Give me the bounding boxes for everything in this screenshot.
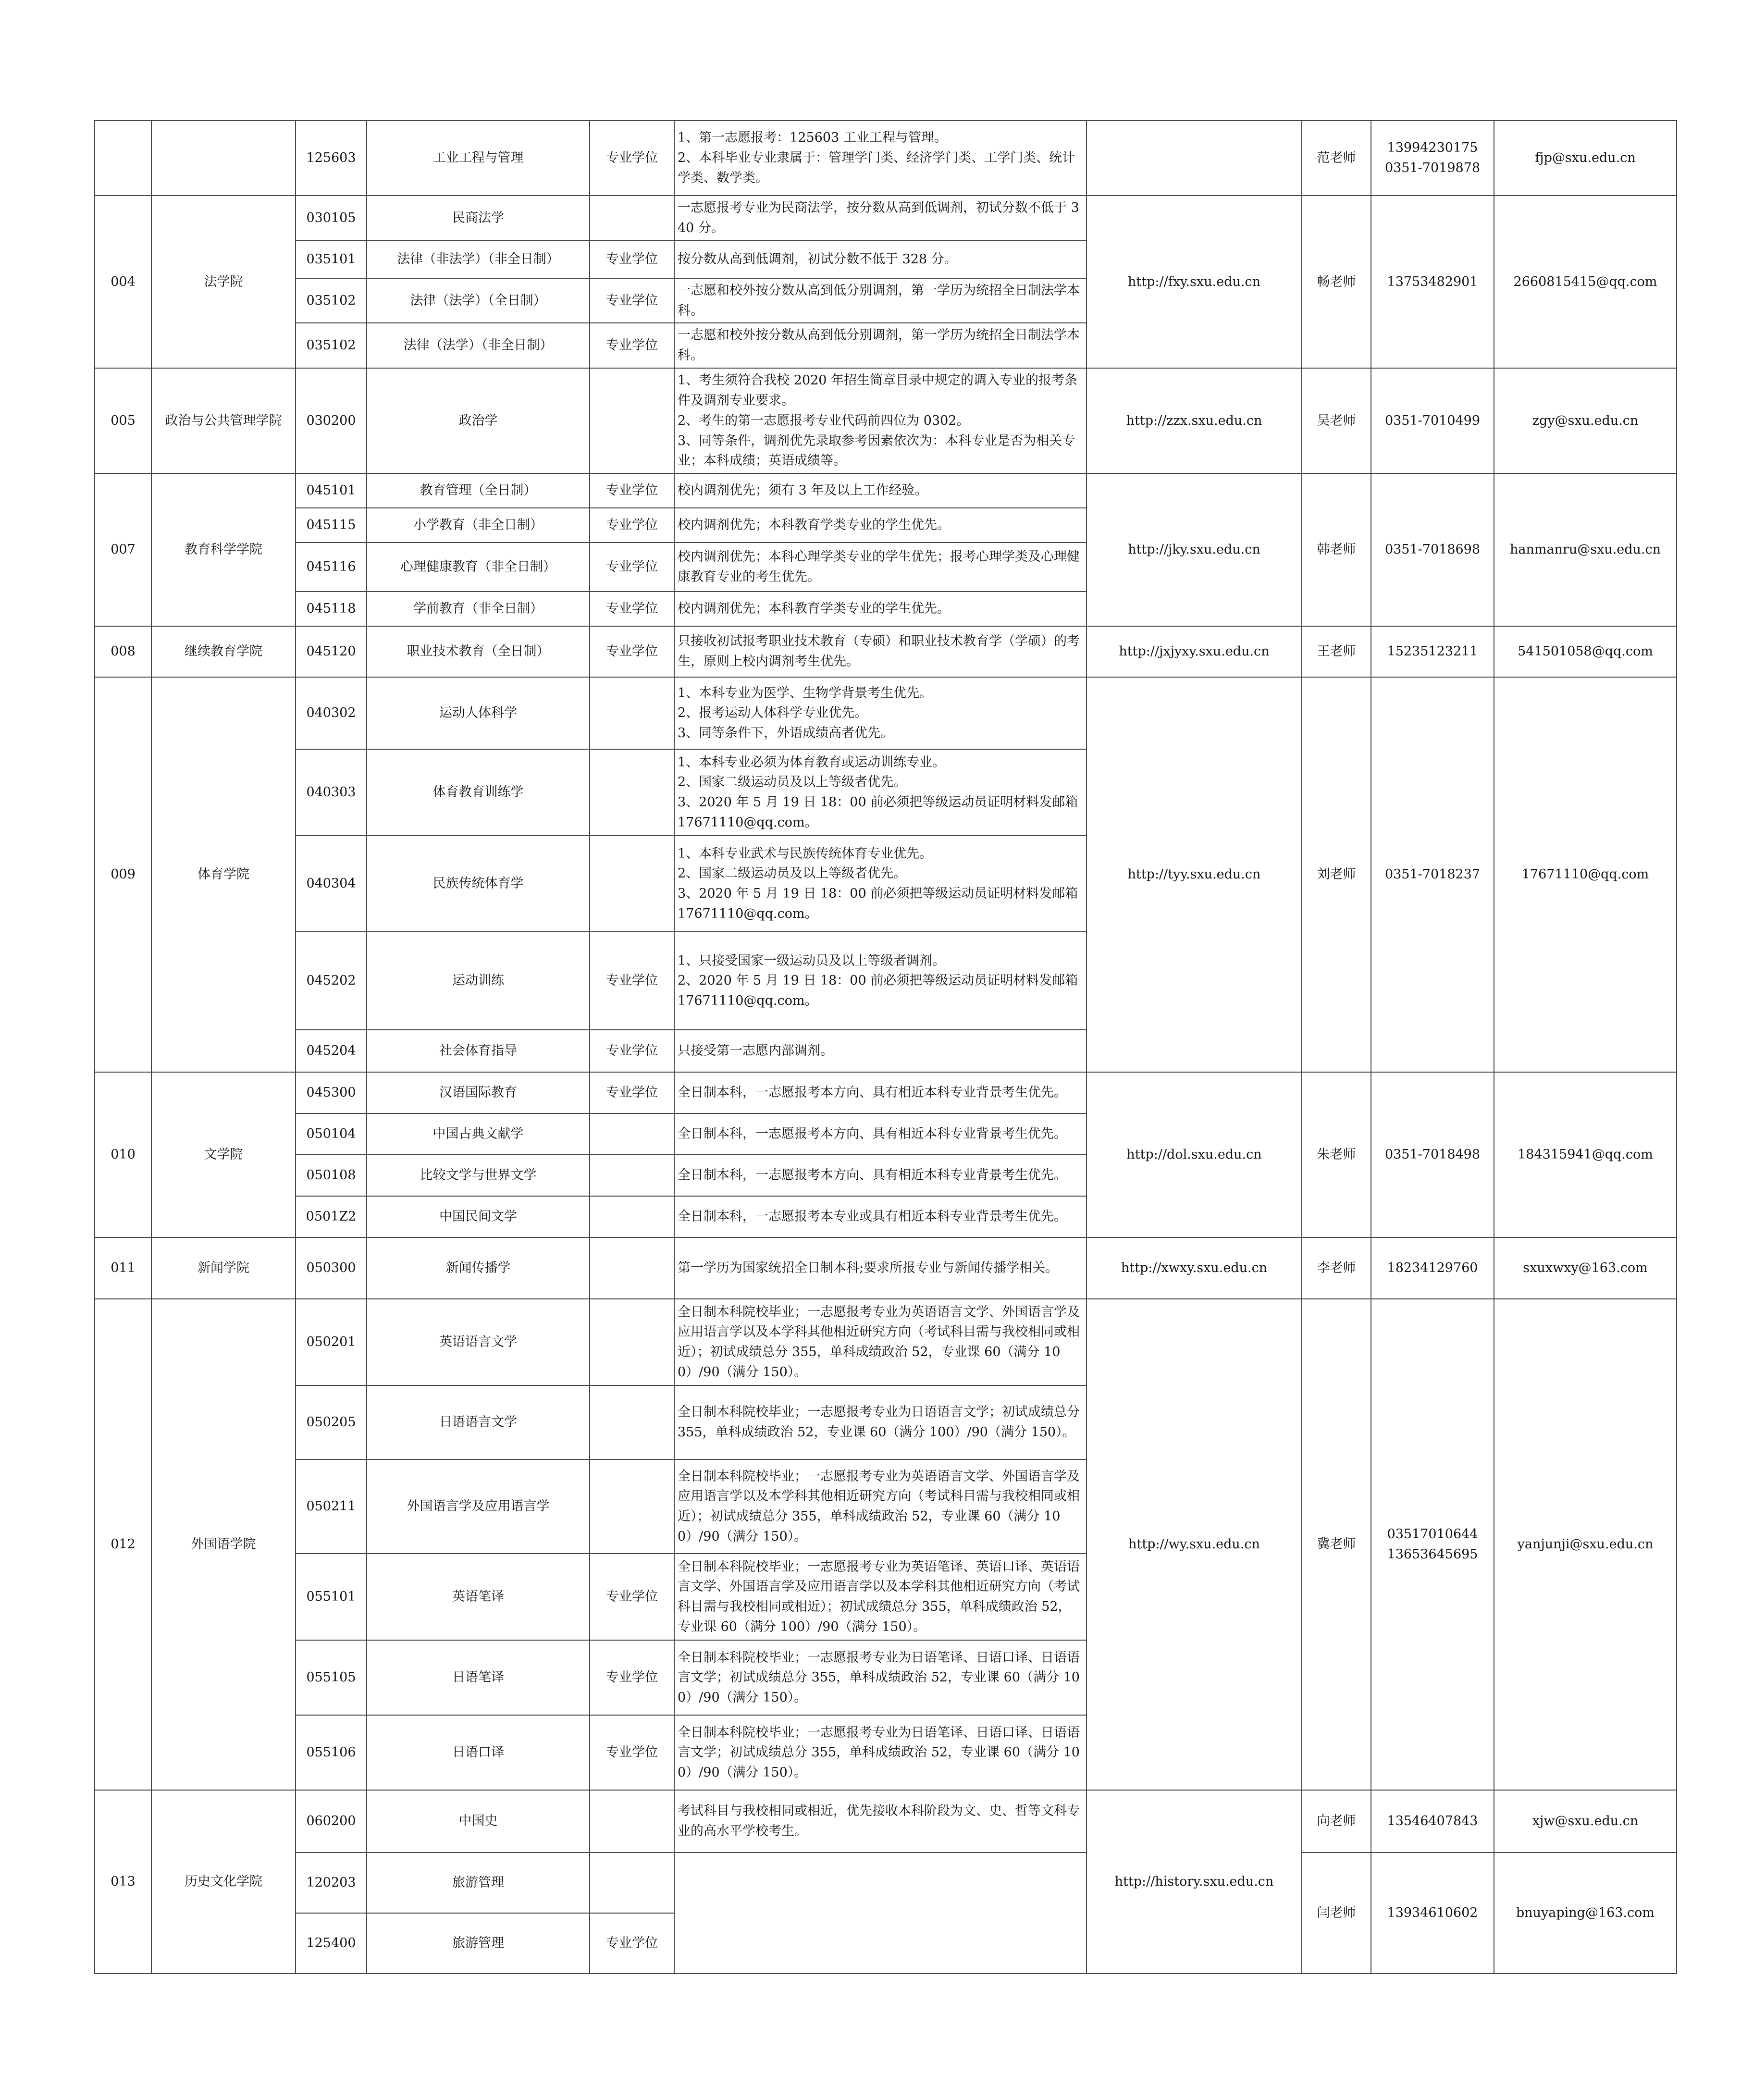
contact-teacher-cell: 王老师 bbox=[1302, 626, 1371, 677]
major-name-cell: 职业技术教育（全日制） bbox=[367, 626, 590, 677]
major-code-cell: 050205 bbox=[296, 1385, 367, 1459]
note-line: 3、2020 年 5 月 19 日 18：00 前必须把等级运动员证明材料发邮箱 17671110@qq.com。 bbox=[678, 886, 1078, 922]
note-line: 全日制本科，一志愿报考本方向、具有相近本科专业背景考生优先。 bbox=[678, 1168, 1067, 1183]
table-row bbox=[95, 626, 1677, 677]
major-code-cell: 040304 bbox=[296, 836, 367, 932]
website-cell: http://xwxy.sxu.edu.cn bbox=[1087, 1237, 1302, 1299]
note-line: 全日制本科院校毕业；一志愿报考专业为日语语言文学；初试成绩总分 355，单科成绩政治 52，专业课 60（满分 100）/90（满分 150）。 bbox=[678, 1405, 1080, 1440]
major-code-cell: 030105 bbox=[296, 196, 367, 241]
major-code-cell: 045202 bbox=[296, 932, 367, 1030]
note-line: 1、第一志愿报考：125603 工业工程与管理。 bbox=[678, 130, 947, 146]
adjustment-note-cell bbox=[674, 1790, 1087, 1853]
major-code-cell: 125400 bbox=[296, 1913, 367, 1974]
note-line: 一志愿报考专业为民商法学，按分数从高到低调剂，初试分数不低于 340 分。 bbox=[678, 200, 1079, 235]
website-cell: http://wy.sxu.edu.cn bbox=[1087, 1299, 1302, 1790]
contact-email-cell: hanmanru@sxu.edu.cn bbox=[1494, 473, 1677, 626]
note-line: 考试科目与我校相同或相近，优先接收本科阶段为文、史、哲等文科专业的高水平学校考生。 bbox=[678, 1804, 1080, 1839]
contact-email-cell: yanjunji@sxu.edu.cn bbox=[1494, 1299, 1677, 1790]
contact-phone-cell bbox=[1371, 677, 1494, 1072]
contact-teacher-cell: 范老师 bbox=[1302, 121, 1371, 196]
contact-teacher-cell: 吴老师 bbox=[1302, 368, 1371, 473]
major-code-cell: 050201 bbox=[296, 1299, 367, 1385]
adjustment-note-cell bbox=[674, 1237, 1087, 1299]
degree-type-cell: 专业学位 bbox=[590, 1030, 674, 1072]
note-line: 1、只接受国家一级运动员及以上等级者调剂。 bbox=[678, 953, 946, 968]
table-row bbox=[95, 1237, 1677, 1299]
adjustment-note-cell bbox=[674, 1113, 1087, 1155]
contact-phone-cell bbox=[1371, 1299, 1494, 1790]
college-code-cell: 005 bbox=[95, 368, 151, 473]
major-code-cell: 050108 bbox=[296, 1155, 367, 1196]
adjustment-note-cell bbox=[674, 1385, 1087, 1459]
major-name-cell: 外国语言学及应用语言学 bbox=[367, 1459, 590, 1554]
contact-phone-cell bbox=[1371, 1072, 1494, 1237]
phone-number: 15235123211 bbox=[1387, 644, 1478, 659]
college-code-cell: 012 bbox=[95, 1299, 151, 1790]
adjustment-note-cell bbox=[674, 1554, 1087, 1640]
college-name-cell: 体育学院 bbox=[151, 677, 296, 1072]
phone-number: 13653645695 bbox=[1387, 1547, 1478, 1562]
major-code-cell: 040303 bbox=[296, 749, 367, 836]
major-name-cell: 法律（法学）（非全日制） bbox=[367, 323, 590, 368]
adjustment-note-cell bbox=[674, 1196, 1087, 1237]
note-line: 全日制本科，一志愿报考本专业或具有相近本科专业背景考生优先。 bbox=[678, 1209, 1067, 1224]
phone-number: 18234129760 bbox=[1387, 1260, 1478, 1276]
phone-number: 0351-7018498 bbox=[1384, 1147, 1481, 1162]
degree-type-cell bbox=[590, 1459, 674, 1554]
contact-phone-cell bbox=[1371, 196, 1494, 368]
college-name-cell: 外国语学院 bbox=[151, 1299, 296, 1790]
note-line: 2、考生的第一志愿报考专业代码前四位为 0302。 bbox=[678, 413, 970, 428]
note-line: 3、同等条件，调剂优先录取参考因素依次为：本科专业是否为相关专业；本科成绩；英语成绩等。 bbox=[678, 433, 1075, 469]
note-line: 全日制本科院校毕业；一志愿报考专业为英语笔译、英语口译、英语语言文学、外国语言学及应用语言学以及本学科其他相近研究方向（考试科目需与我校相同或相近）；初试成绩总分 355，单科成绩政治 52，专业课 60（满分 100）/90（满分 150）。 bbox=[678, 1559, 1080, 1635]
note-line: 全日制本科院校毕业；一志愿报考专业为英语语言文学、外国语言学及应用语言学以及本学科其他相近研究方向（考试科目需与我校相同或相近）；初试成绩总分 355，单科成绩政治 52，专业课 60（满分 100）/90（满分 150）。 bbox=[678, 1304, 1080, 1380]
major-code-cell: 040302 bbox=[296, 677, 367, 749]
degree-type-cell bbox=[590, 1155, 674, 1196]
major-name-cell: 法律（法学）（全日制） bbox=[367, 278, 590, 323]
adjustment-note-cell bbox=[674, 278, 1087, 323]
note-line: 一志愿和校外按分数从高到低分别调剂，第一学历为统招全日制法学本科。 bbox=[678, 328, 1080, 363]
major-name-cell: 学前教育（非全日制） bbox=[367, 592, 590, 626]
major-name-cell: 运动人体科学 bbox=[367, 677, 590, 749]
adjustment-note-cell bbox=[674, 121, 1087, 196]
adjustment-note-cell bbox=[674, 543, 1087, 592]
college-code-cell: 013 bbox=[95, 1790, 151, 1974]
major-name-cell: 日语笔译 bbox=[367, 1640, 590, 1715]
major-code-cell: 035101 bbox=[296, 241, 367, 278]
adjustment-note-cell bbox=[674, 749, 1087, 836]
degree-type-cell: 专业学位 bbox=[590, 626, 674, 677]
college-name-cell: 教育科学学院 bbox=[151, 473, 296, 626]
contact-teacher-cell: 李老师 bbox=[1302, 1237, 1371, 1299]
degree-type-cell: 专业学位 bbox=[590, 932, 674, 1030]
contact-teacher-cell: 冀老师 bbox=[1302, 1299, 1371, 1790]
major-name-cell: 工业工程与管理 bbox=[367, 121, 590, 196]
degree-type-cell: 专业学位 bbox=[590, 1072, 674, 1113]
phone-number: 0351-7019878 bbox=[1384, 161, 1481, 175]
adjustment-note-cell bbox=[674, 508, 1087, 543]
degree-type-cell: 专业学位 bbox=[590, 1715, 674, 1790]
note-line: 2、2020 年 5 月 19 日 18：00 前必须把等级运动员证明材料发邮箱 17671110@qq.com。 bbox=[678, 973, 1078, 1009]
degree-type-cell bbox=[590, 1853, 674, 1913]
note-line: 2、本科毕业专业隶属于：管理学门类、经济学门类、工学门类、统计学类、数学类。 bbox=[678, 150, 1075, 185]
college-name-cell: 历史文化学院 bbox=[151, 1790, 296, 1974]
adjustment-note-cell bbox=[674, 1640, 1087, 1715]
college-code-cell: 009 bbox=[95, 677, 151, 1072]
major-code-cell: 045115 bbox=[296, 508, 367, 543]
adjustment-note-cell bbox=[674, 1715, 1087, 1790]
phone-number: 13546407843 bbox=[1387, 1814, 1478, 1829]
contact-email-cell: 541501058@qq.com bbox=[1494, 626, 1677, 677]
major-name-cell: 体育教育训练学 bbox=[367, 749, 590, 836]
contact-teacher-cell: 韩老师 bbox=[1302, 473, 1371, 626]
adjustment-table bbox=[94, 120, 1677, 1974]
major-name-cell: 民族传统体育学 bbox=[367, 836, 590, 932]
degree-type-cell: 专业学位 bbox=[590, 241, 674, 278]
website-cell: http://history.sxu.edu.cn bbox=[1087, 1790, 1302, 1974]
contact-email-cell: zgy@sxu.edu.cn bbox=[1494, 368, 1677, 473]
major-name-cell: 心理健康教育（非全日制） bbox=[367, 543, 590, 592]
contact-teacher-cell: 朱老师 bbox=[1302, 1072, 1371, 1237]
phone-number: 0351-7018237 bbox=[1384, 867, 1481, 882]
phone-number: 0351-7010499 bbox=[1384, 413, 1481, 428]
note-line: 全日制本科院校毕业；一志愿报考专业为日语笔译、日语口译、日语语言文学；初试成绩总分 355，单科成绩政治 52，专业课 60（满分 100）/90（满分 150）。 bbox=[678, 1650, 1080, 1705]
college-name-cell: 政治与公共管理学院 bbox=[151, 368, 296, 473]
college-name-cell: 法学院 bbox=[151, 196, 296, 368]
adjustment-note-cell bbox=[674, 368, 1087, 473]
major-code-cell: 035102 bbox=[296, 323, 367, 368]
major-name-cell: 日语语言文学 bbox=[367, 1385, 590, 1459]
college-code-cell: 007 bbox=[95, 473, 151, 626]
major-name-cell: 比较文学与世界文学 bbox=[367, 1155, 590, 1196]
degree-type-cell bbox=[590, 677, 674, 749]
note-line: 1、本科专业必须为体育教育或运动训练专业。 bbox=[678, 754, 946, 770]
college-code-cell: 011 bbox=[95, 1237, 151, 1299]
degree-type-cell: 专业学位 bbox=[590, 323, 674, 368]
contact-teacher-cell: 闫老师 bbox=[1302, 1853, 1371, 1974]
major-code-cell: 030200 bbox=[296, 368, 367, 473]
major-code-cell: 050300 bbox=[296, 1237, 367, 1299]
note-line: 一志愿和校外按分数从高到低分别调剂，第一学历为统招全日制法学本科。 bbox=[678, 283, 1080, 318]
note-line: 3、2020 年 5 月 19 日 18：00 前必须把等级运动员证明材料发邮箱 17671110@qq.com。 bbox=[678, 795, 1078, 830]
college-code-cell bbox=[95, 121, 151, 196]
major-name-cell: 旅游管理 bbox=[367, 1913, 590, 1974]
degree-type-cell bbox=[590, 836, 674, 932]
note-line: 全日制本科，一志愿报考本方向、具有相近本科专业背景考生优先。 bbox=[678, 1126, 1067, 1142]
adjustment-note-cell bbox=[674, 932, 1087, 1030]
admission-table-sheet bbox=[94, 120, 1677, 1974]
degree-type-cell bbox=[590, 196, 674, 241]
contact-teacher-cell: 畅老师 bbox=[1302, 196, 1371, 368]
degree-type-cell: 专业学位 bbox=[590, 508, 674, 543]
note-line: 1、本科专业武术与民族传统体育专业优先。 bbox=[678, 846, 933, 861]
major-name-cell: 中国古典文献学 bbox=[367, 1113, 590, 1155]
college-code-cell: 008 bbox=[95, 626, 151, 677]
website-cell: http://zzx.sxu.edu.cn bbox=[1087, 368, 1302, 473]
major-code-cell: 0501Z2 bbox=[296, 1196, 367, 1237]
degree-type-cell bbox=[590, 1790, 674, 1853]
major-code-cell: 045300 bbox=[296, 1072, 367, 1113]
adjustment-note-cell bbox=[674, 1299, 1087, 1385]
college-name-cell: 新闻学院 bbox=[151, 1237, 296, 1299]
adjustment-note-cell bbox=[674, 1459, 1087, 1554]
note-line: 2、国家二级运动员及以上等级者优先。 bbox=[678, 775, 907, 790]
major-name-cell: 小学教育（非全日制） bbox=[367, 508, 590, 543]
degree-type-cell bbox=[590, 1196, 674, 1237]
phone-number: 03517010644 bbox=[1387, 1527, 1478, 1542]
major-name-cell: 民商法学 bbox=[367, 196, 590, 241]
adjustment-note-cell bbox=[674, 1030, 1087, 1072]
major-name-cell: 旅游管理 bbox=[367, 1853, 590, 1913]
note-line: 全日制本科院校毕业；一志愿报考专业为英语语言文学、外国语言学及应用语言学以及本学科其他相近研究方向（考试科目需与我校相同或相近）；初试成绩总分 355，单科成绩政治 52，专业课 60（满分 100）/90（满分 150）。 bbox=[678, 1469, 1080, 1544]
degree-type-cell bbox=[590, 1237, 674, 1299]
contact-phone-cell bbox=[1371, 1790, 1494, 1853]
table-row bbox=[95, 1299, 1677, 1385]
contact-phone-cell bbox=[1371, 121, 1494, 196]
major-name-cell: 法律（非法学）（非全日制） bbox=[367, 241, 590, 278]
major-name-cell: 英语笔译 bbox=[367, 1554, 590, 1640]
major-name-cell: 英语语言文学 bbox=[367, 1299, 590, 1385]
major-name-cell: 新闻传播学 bbox=[367, 1237, 590, 1299]
major-code-cell: 045101 bbox=[296, 473, 367, 508]
table-row bbox=[95, 368, 1677, 473]
contact-phone-cell bbox=[1371, 1853, 1494, 1974]
adjustment-note-cell bbox=[674, 1853, 1087, 1974]
adjustment-note-cell bbox=[674, 1155, 1087, 1196]
degree-type-cell: 专业学位 bbox=[590, 1640, 674, 1715]
major-code-cell: 055101 bbox=[296, 1554, 367, 1640]
major-name-cell: 运动训练 bbox=[367, 932, 590, 1030]
adjustment-note-cell bbox=[674, 836, 1087, 932]
degree-type-cell bbox=[590, 368, 674, 473]
adjustment-note-cell bbox=[674, 241, 1087, 278]
major-code-cell: 045120 bbox=[296, 626, 367, 677]
contact-email-cell: 2660815415@qq.com bbox=[1494, 196, 1677, 368]
contact-email-cell: xjw@sxu.edu.cn bbox=[1494, 1790, 1677, 1853]
table-row bbox=[95, 1790, 1677, 1853]
degree-type-cell: 专业学位 bbox=[590, 592, 674, 626]
major-name-cell: 社会体育指导 bbox=[367, 1030, 590, 1072]
major-name-cell: 汉语国际教育 bbox=[367, 1072, 590, 1113]
table-row bbox=[95, 121, 1677, 196]
note-line: 2、报考运动人体科学专业优先。 bbox=[678, 705, 868, 721]
contact-phone-cell bbox=[1371, 626, 1494, 677]
website-cell bbox=[1087, 121, 1302, 196]
major-name-cell: 中国史 bbox=[367, 1790, 590, 1853]
adjustment-note-cell bbox=[674, 473, 1087, 508]
college-code-cell: 004 bbox=[95, 196, 151, 368]
website-cell: http://dol.sxu.edu.cn bbox=[1087, 1072, 1302, 1237]
major-code-cell: 045118 bbox=[296, 592, 367, 626]
contact-email-cell: 17671110@qq.com bbox=[1494, 677, 1677, 1072]
note-line: 全日制本科，一志愿报考本方向、具有相近本科专业背景考生优先。 bbox=[678, 1085, 1067, 1100]
table-row bbox=[95, 473, 1677, 508]
major-code-cell: 055105 bbox=[296, 1640, 367, 1715]
phone-number: 13753482901 bbox=[1387, 274, 1478, 289]
college-name-cell bbox=[151, 121, 296, 196]
website-cell: http://jky.sxu.edu.cn bbox=[1087, 473, 1302, 626]
contact-email-cell: fjp@sxu.edu.cn bbox=[1494, 121, 1677, 196]
contact-phone-cell bbox=[1371, 1237, 1494, 1299]
note-line: 只接收初试报考职业技术教育（专硕）和职业技术教育学（学硕）的考生，原则上校内调剂考生优先。 bbox=[678, 634, 1080, 669]
note-line: 1、本科专业为医学、生物学背景考生优先。 bbox=[678, 685, 933, 701]
table-row bbox=[95, 1853, 1677, 1913]
note-line: 按分数从高到低调剂，初试分数不低于 328 分。 bbox=[678, 251, 957, 267]
adjustment-note-cell bbox=[674, 196, 1087, 241]
adjustment-note-cell bbox=[674, 323, 1087, 368]
contact-email-cell: bnuyaping@163.com bbox=[1494, 1853, 1677, 1974]
phone-number: 0351-7018698 bbox=[1384, 542, 1481, 557]
degree-type-cell: 专业学位 bbox=[590, 278, 674, 323]
adjustment-note-cell bbox=[674, 626, 1087, 677]
major-code-cell: 060200 bbox=[296, 1790, 367, 1853]
major-code-cell: 050211 bbox=[296, 1459, 367, 1554]
note-line: 全日制本科院校毕业；一志愿报考专业为日语笔译、日语口译、日语语言文学；初试成绩总分 355，单科成绩政治 52，专业课 60（满分 100）/90（满分 150）。 bbox=[678, 1725, 1080, 1780]
note-line: 校内调剂优先；本科心理学类专业的学生优先；报考心理学类及心理健康教育专业的考生优先。 bbox=[678, 549, 1080, 585]
major-code-cell: 050104 bbox=[296, 1113, 367, 1155]
college-name-cell: 文学院 bbox=[151, 1072, 296, 1237]
note-line: 1、考生须符合我校 2020 年招生简章目录中规定的调入专业的报考条件及调剂专业要求。 bbox=[678, 373, 1078, 408]
note-line: 第一学历为国家统招全日制本科;要求所报专业与新闻传播学相关。 bbox=[678, 1260, 1059, 1276]
major-name-cell: 中国民间文学 bbox=[367, 1196, 590, 1237]
contact-teacher-cell: 刘老师 bbox=[1302, 677, 1371, 1072]
major-code-cell: 045204 bbox=[296, 1030, 367, 1072]
degree-type-cell bbox=[590, 1113, 674, 1155]
note-line: 校内调剂优先；须有 3 年及以上工作经验。 bbox=[678, 483, 928, 498]
degree-type-cell: 专业学位 bbox=[590, 473, 674, 508]
note-line: 2、国家二级运动员及以上等级者优先。 bbox=[678, 866, 907, 881]
degree-type-cell: 专业学位 bbox=[590, 1554, 674, 1640]
note-line: 校内调剂优先；本科教育学类专业的学生优先。 bbox=[678, 518, 950, 533]
website-cell: http://tyy.sxu.edu.cn bbox=[1087, 677, 1302, 1072]
note-line: 只接受第一志愿内部调剂。 bbox=[678, 1043, 833, 1059]
contact-email-cell: sxuxwxy@163.com bbox=[1494, 1237, 1677, 1299]
table-row bbox=[95, 196, 1677, 241]
major-code-cell: 120203 bbox=[296, 1853, 367, 1913]
degree-type-cell bbox=[590, 1299, 674, 1385]
contact-phone-cell bbox=[1371, 473, 1494, 626]
major-name-cell: 日语口译 bbox=[367, 1715, 590, 1790]
table-row bbox=[95, 677, 1677, 749]
website-cell: http://jxjyxy.sxu.edu.cn bbox=[1087, 626, 1302, 677]
contact-email-cell: 184315941@qq.com bbox=[1494, 1072, 1677, 1237]
major-name-cell: 教育管理（全日制） bbox=[367, 473, 590, 508]
college-name-cell: 继续教育学院 bbox=[151, 626, 296, 677]
major-name-cell: 政治学 bbox=[367, 368, 590, 473]
major-code-cell: 045116 bbox=[296, 543, 367, 592]
college-code-cell: 010 bbox=[95, 1072, 151, 1237]
degree-type-cell: 专业学位 bbox=[590, 543, 674, 592]
degree-type-cell bbox=[590, 749, 674, 836]
adjustment-note-cell bbox=[674, 592, 1087, 626]
website-cell: http://fxy.sxu.edu.cn bbox=[1087, 196, 1302, 368]
major-code-cell: 035102 bbox=[296, 278, 367, 323]
contact-phone-cell bbox=[1371, 368, 1494, 473]
major-code-cell: 125603 bbox=[296, 121, 367, 196]
table-row bbox=[95, 1072, 1677, 1113]
degree-type-cell bbox=[590, 1385, 674, 1459]
note-line: 3、同等条件下，外语成绩高者优先。 bbox=[678, 726, 894, 741]
adjustment-note-cell bbox=[674, 677, 1087, 749]
degree-type-cell: 专业学位 bbox=[590, 121, 674, 196]
phone-number: 13934610602 bbox=[1387, 1905, 1478, 1921]
degree-type-cell: 专业学位 bbox=[590, 1913, 674, 1974]
major-code-cell: 055106 bbox=[296, 1715, 367, 1790]
contact-teacher-cell: 向老师 bbox=[1302, 1790, 1371, 1853]
phone-number: 13994230175 bbox=[1387, 140, 1478, 156]
adjustment-note-cell bbox=[674, 1072, 1087, 1113]
note-line: 校内调剂优先；本科教育学类专业的学生优先。 bbox=[678, 601, 950, 617]
